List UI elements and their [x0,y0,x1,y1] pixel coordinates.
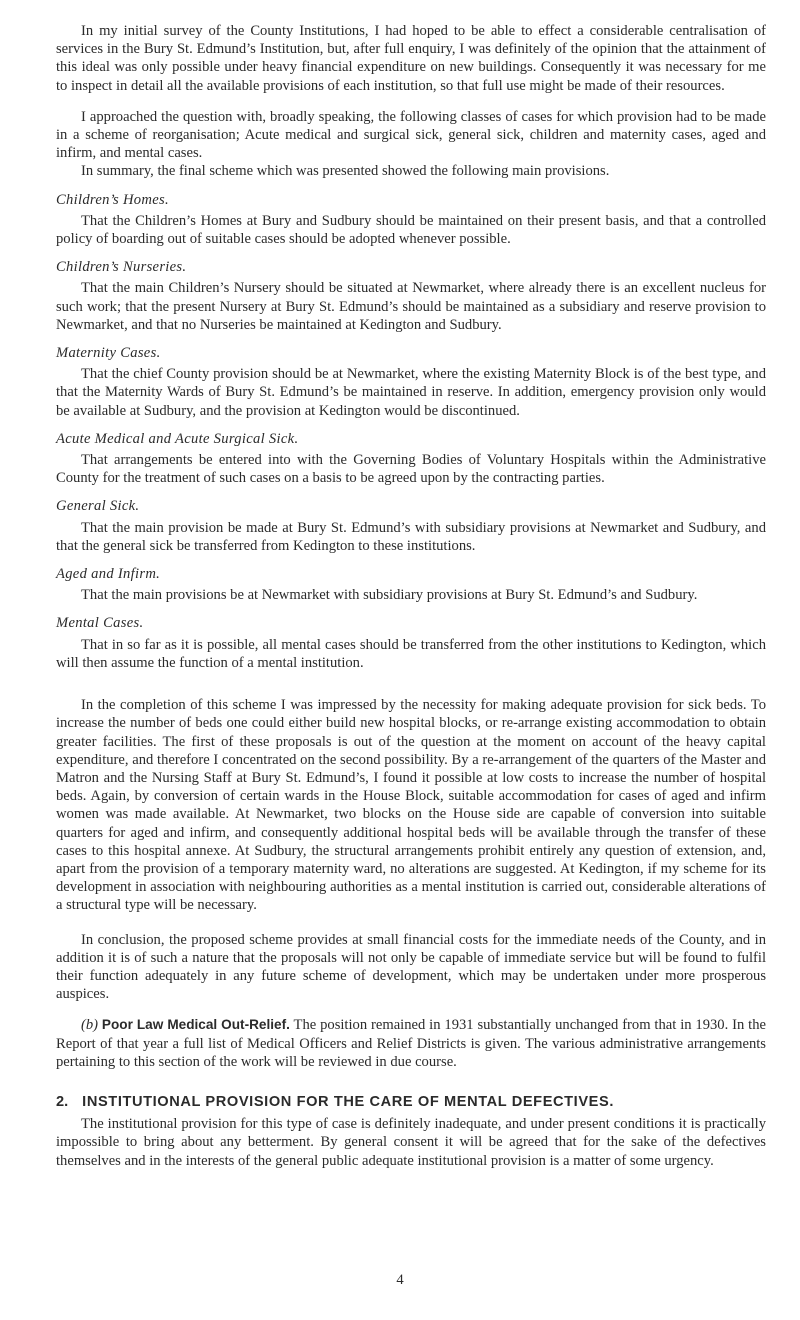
maternity-cases-text: That the chief County provision should be at Newmarket, where the existing Maternity Block is of the best type, and that the Maternity Wards of Bury St. Edmund’s be maintained in reserve. In addition, emergency provision only would be available at Sudbury, and the provision at Kedington would be discontinued. [56,366,766,419]
mental-cases-heading: Mental Cases. [56,615,144,632]
childrens-homes-heading: Children’s Homes. [56,191,169,208]
conclusion-paragraph: In conclusion, the proposed scheme provides at small financial costs for the immediate needs of the County, and in addition it is of such a nature that the proposals will not only be capable of immediate service but will be found to fulfil their function adequately in any future scheme of development, which may be undertaken under more prosperous auspices. [56,931,766,1003]
intro-paragraph-1: In my initial survey of the County Institutions, I had hoped to be able to effect a considerable centralisation of services in the Bury St. Edmund’s Institution, but, after full enquiry, I was definitely of the opinion that the attainment of this ideal was only possible under heavy financial expenditure on new buildings. Consequently it was necessary for me to inspect in detail all the available provisions of each institution, so that full use might be made of their resources. [56,23,766,94]
section-2-number: 2. [56,1093,69,1110]
intro-paragraph-2: I approached the question with, broadly speaking, the following classes of cases for which provision had to be made in a scheme of reorganisation; Acute medical and surgical sick, general sick, children and maternity cases, aged and infirm, and mental cases. [56,108,766,162]
acute-sick-heading: Acute Medical and Acute Surgical Sick. [56,430,299,447]
poor-law-paragraph [56,1016,766,1071]
childrens-nurseries-text: That the main Children’s Nursery should be situated at Newmarket, where already there is an excellent nucleus for such work; that the present Nursery at Bury St. Edmund’s should be maintained as a subsidiary and reserve provision to Newmarket, and that no Nurseries be maintained at Kedington and Sudbury. [56,280,766,333]
section-2-heading [56,1093,766,1111]
poor-law-text: The position remained in 1931 substantially unchanged from that in 1930. In the Report of that year a full list of Medical Officers and Relief Districts is given. The various administrative arrangements pertaining to this section of the work will be reviewed in due course. [56,1017,766,1070]
maternity-cases-heading: Maternity Cases. [56,345,161,362]
completion-paragraph: In the completion of this scheme I was impressed by the necessity for making adequate provision for sick beds. To increase the number of beds one could either build new hospital blocks, or re-arrange existing accommodation to obtain greater facilities. The first of these proposals is out of the question at the moment on account of the heavy capital expenditure, and therefore I concentrated on the second possibility. By a re-arrangement of the quarters of the Master and Matron and the Nursing Staff at Bury St. Edmund’s, I found it possible at low costs to increase the number of hospital beds. Again, by conversion of certain wards in the House Block, suitable accommodation for cases of aged and infirm women was made available. At Newmarket, two blocks on the House side are capable of conversion into suitable quarters for aged and infirm, and consequently additional hospital beds will be available through the transfer of these cases to this hospital annexe. At Sudbury, the structural arrangements prohibit entirely any question of extension, and, apart from the provision of a temporary maternity ward, no alterations are suggested. At Kedington, if my scheme for its development in association with neighbouring authorities as a mental institution is carried out, considerable alterations of a structural type will be necessary. [56,697,766,914]
general-sick-text: That the main provision be made at Bury St. Edmund’s with subsidiary provisions at Newmarket and Sudbury, and that the general sick be transferred from Kedington to these institutions. [56,519,766,554]
section-2-title: INSTITUTIONAL PROVISION FOR THE CARE OF MENTAL DEFECTIVES. [82,1093,614,1110]
intro-paragraph-3: In summary, the final scheme which was presented showed the following main provisions. [81,163,610,180]
acute-sick-text: That arrangements be entered into with the Governing Bodies of Voluntary Hospitals within the Administrative County for the treatment of such cases on a basis to be agreed upon by the contracting parties. [56,452,766,487]
general-sick-heading: General Sick. [56,498,140,515]
childrens-homes-text: That the Children’s Homes at Bury and Sudbury should be maintained on their present basis, and that a controlled policy of boarding out of suitable cases should be adopted whenever possible. [56,212,766,248]
poor-law-heading: Poor Law Medical Out-Relief. [101,1017,290,1033]
aged-infirm-text: That the main provisions be at Newmarket with subsidiary provisions at Bury St. Edmund’s and Sudbury. [81,587,698,604]
document-page [56,22,766,1170]
page-number: 4 [396,1272,404,1288]
mental-cases-text: That in so far as it is possible, all mental cases should be transferred from the other institutions to Kedington, which will then assume the function of a mental institution. [56,636,766,671]
aged-infirm-heading: Aged and Infirm. [56,566,161,583]
poor-law-label: (b) [81,1017,99,1034]
section-2-text: The institutional provision for this type of case is definitely inadequate, and under present conditions it is practically impossible to bring about any betterment. By general consent it will be agreed that for the sake of the defectives themselves and in the interests of the general public adequate institutional provision is a matter of some urgency. [56,1116,766,1169]
childrens-nurseries-heading: Children’s Nurseries. [56,259,187,276]
